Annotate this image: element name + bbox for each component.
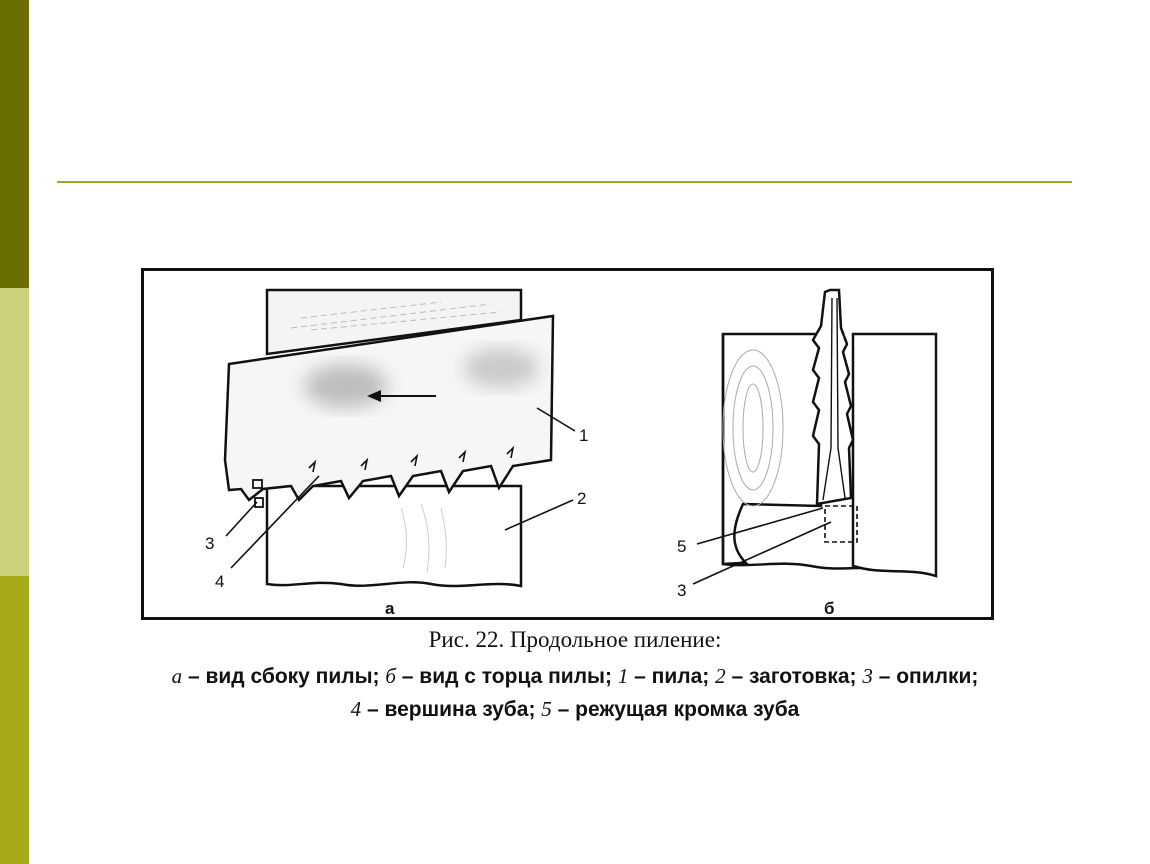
caption-line1-text-1: – вид с торца пилы; — [395, 665, 618, 688]
caption-line1-key-1: б — [385, 664, 396, 688]
title-rule — [57, 181, 1072, 183]
caption-line1-text-3: – заготовка; — [725, 665, 863, 688]
caption-line2-key-1: 5 — [541, 697, 552, 721]
caption-line1-text-0: – вид сбоку пилы; — [182, 665, 386, 688]
sawing-figure — [141, 268, 994, 620]
caption-line2-text-1: – режущая кромка зуба — [551, 698, 800, 721]
caption-line1-text-2: – пила; — [628, 665, 716, 688]
caption-line1-key-4: 3 — [862, 664, 873, 688]
caption-line1-key-2: 1 — [617, 664, 629, 688]
caption-line1-key-0: а — [171, 664, 183, 688]
view-b — [677, 290, 936, 618]
caption-line-2 — [0, 697, 1150, 722]
caption-line1-text-4: – опилки; — [872, 665, 979, 688]
caption-title: Рис. 22. Продольное пиление: — [428, 627, 722, 652]
side-bar-middle — [0, 288, 29, 576]
callout-a-1: 1 — [579, 426, 589, 445]
callout-b-3: 3 — [677, 581, 687, 600]
caption-line1-key-3: 2 — [715, 664, 726, 688]
view-a-label: а — [385, 599, 395, 618]
caption-line-1 — [0, 664, 1150, 689]
sawing-diagram — [141, 268, 994, 620]
caption-line2-text-0: – вершина зуба; — [361, 698, 542, 721]
callout-b-5: 5 — [677, 537, 687, 556]
callout-a-2: 2 — [577, 489, 587, 508]
side-bar-top — [0, 0, 29, 288]
workpiece-blank — [267, 486, 521, 586]
view-b-label: б — [824, 599, 835, 618]
saw-blade-end — [813, 290, 853, 504]
callout-a-4: 4 — [215, 572, 225, 591]
callout-a-3: 3 — [205, 534, 215, 553]
caption-line2-key-0: 4 — [350, 697, 362, 721]
view-a — [205, 290, 588, 618]
workpiece-end-right — [853, 334, 936, 576]
